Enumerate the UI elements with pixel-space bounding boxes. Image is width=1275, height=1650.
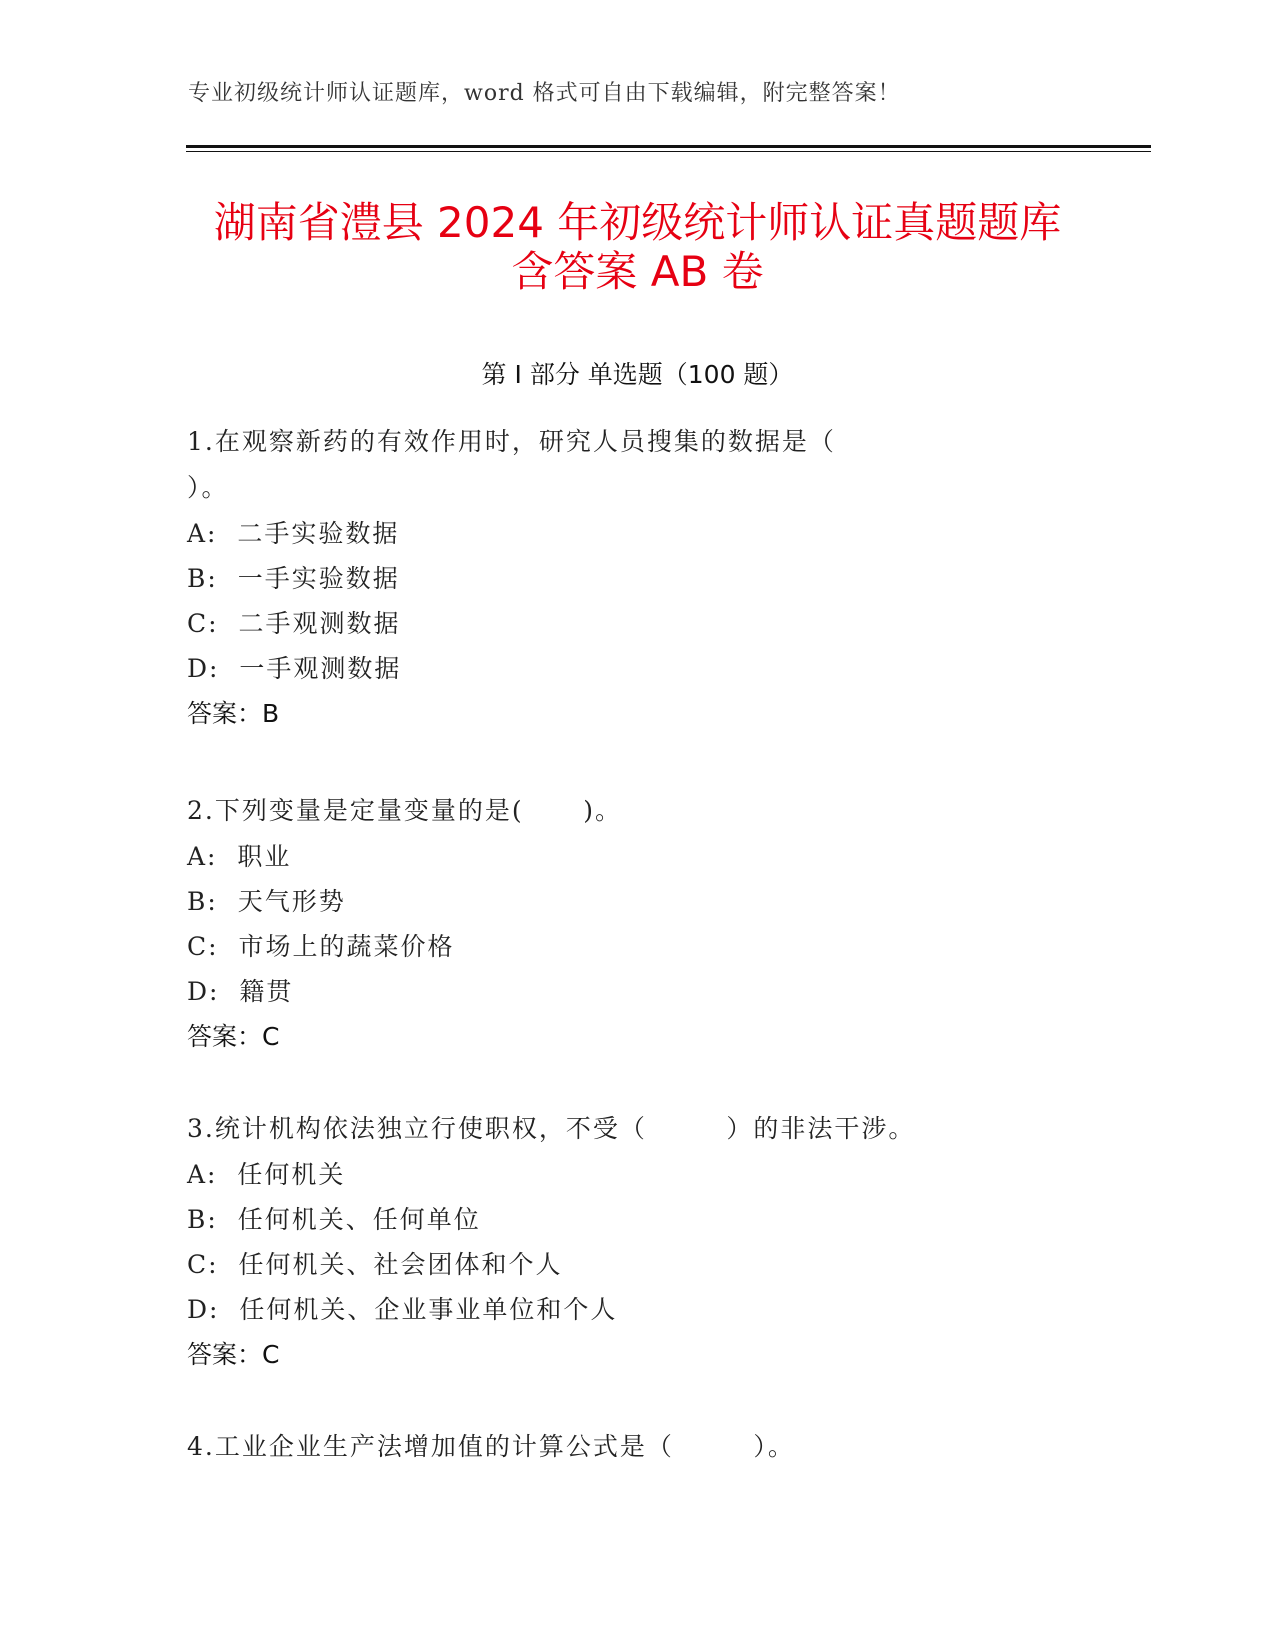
document-title-line1: 湖南省澧县 2024 年初级统计师认证真题题库 <box>213 198 1062 247</box>
option-d: D: 任何机关、企业事业单位和个人 <box>187 1295 618 1324</box>
document-title <box>0 198 1275 296</box>
section-title: 第 I 部分 单选题（100 题） <box>481 360 794 389</box>
question-stem: 4.工业企业生产法增加值的计算公式是（ ）。 <box>187 1432 795 1461</box>
header-rule-thin <box>186 151 1151 152</box>
option-a: A: 任何机关 <box>187 1160 346 1189</box>
option-a: A: 职业 <box>187 842 292 871</box>
question-stem-continued: ）。 <box>187 473 229 502</box>
question-4 <box>187 1424 1087 1470</box>
option-a: A: 二手实验数据 <box>187 519 400 548</box>
option-c: C: 任何机关、社会团体和个人 <box>187 1250 563 1279</box>
option-b: B: 一手实验数据 <box>187 564 400 593</box>
option-b: B: 任何机关、任何单位 <box>187 1205 481 1234</box>
question-3 <box>187 1106 1087 1378</box>
option-b: B: 天气形势 <box>187 887 346 916</box>
answer: 答案：C <box>187 1340 280 1369</box>
question-stem: 2.下列变量是定量变量的是( )。 <box>187 796 623 825</box>
header-note: 专业初级统计师认证题库，word 格式可自由下载编辑，附完整答案！ <box>188 81 901 106</box>
header-rule-thick <box>186 145 1151 148</box>
answer: 答案：C <box>187 1022 280 1051</box>
question-stem: 3.统计机构依法独立行使职权，不受（ ）的非法干涉。 <box>187 1114 916 1143</box>
option-d: D: 一手观测数据 <box>187 654 402 683</box>
answer: 答案：B <box>187 699 280 728</box>
option-c: C: 市场上的蔬菜价格 <box>187 932 455 961</box>
option-d: D: 籍贯 <box>187 977 294 1006</box>
question-2 <box>187 788 1087 1060</box>
option-c: C: 二手观测数据 <box>187 609 401 638</box>
question-stem: 1.在观察新药的有效作用时，研究人员搜集的数据是（ <box>187 427 836 456</box>
question-1 <box>187 419 1087 737</box>
document-title-line2: 含答案 AB 卷 <box>511 247 764 296</box>
